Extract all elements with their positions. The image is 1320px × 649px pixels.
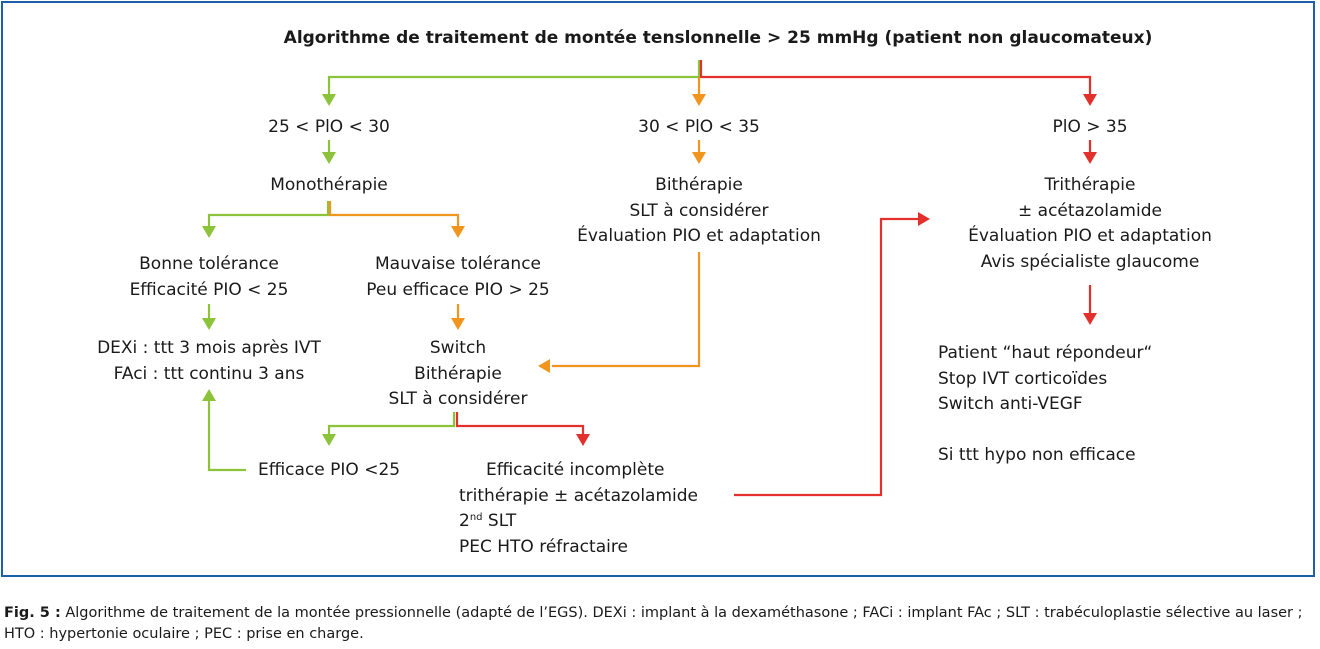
second-slt-suffix: nd — [469, 512, 483, 523]
arrow-head — [918, 212, 930, 226]
mauvaise-tolerance-line: Peu efficace PIO > 25 — [366, 279, 550, 300]
mauvaise-tolerance-node — [366, 252, 549, 303]
second-slt-line — [459, 509, 698, 535]
arrow-head — [1083, 94, 1097, 106]
diagram-title: Algorithme de traitement de montée tenslonnelle > 25 mmHg (patient non glaucomateux) — [283, 28, 1153, 48]
haut-repondeur-line: Stop IVT corticoïdes — [938, 368, 1108, 389]
arrow-head — [322, 434, 336, 446]
branch-over-35: PlO > 35 — [1052, 117, 1128, 137]
caption-label: Fig. 5 : — [4, 605, 61, 621]
arrow-head — [202, 226, 216, 238]
switch-node — [389, 336, 528, 413]
haut-repondeur-line: Switch anti-VEGF — [938, 394, 1083, 414]
bitherapie-line: Évaluation PIO et adaptation — [577, 226, 821, 246]
bitherapie-node — [577, 173, 821, 250]
bonne-tolerance-line: Bonne tolérance — [139, 254, 279, 274]
connector-bitherapie-to-switch — [552, 252, 699, 366]
arrow-head — [451, 318, 465, 330]
haut-repondeur-line: Patient “haut répondeur“ — [938, 343, 1153, 363]
arrow-head — [576, 434, 590, 446]
haut-repondeur-node — [938, 341, 1152, 418]
connector-to-mauvaise-tolerance — [330, 201, 458, 228]
arrow-head — [451, 226, 465, 238]
tritherapie-line: Évaluation PIO et adaptation — [968, 226, 1212, 246]
incomplete-line: PEC HTO réfractaire — [459, 536, 628, 557]
switch-line: Bithérapie — [414, 363, 502, 384]
bonne-tolerance-line: Efficacité PIO < 25 — [129, 279, 289, 300]
incomplete-line: trithérapie ± acétazolamide — [459, 485, 699, 506]
tritherapie-node — [968, 173, 1212, 275]
arrow-head — [1083, 152, 1097, 164]
connector-to-branch-left — [329, 60, 699, 96]
arrow-head — [692, 152, 706, 164]
connector-to-efficace — [329, 412, 454, 436]
arrow-head — [692, 94, 706, 106]
incomplete-line: Efficacité incomplète — [486, 460, 665, 480]
dexi-line: DEXi : ttt 3 mois après IVT — [97, 338, 321, 358]
monotherapie-node: Monothérapie — [270, 175, 388, 195]
tritherapie-line: ± acétazolamide — [1018, 200, 1162, 221]
arrow-head — [322, 94, 336, 106]
efficacite-incomplete-node — [459, 458, 698, 560]
connector-to-incomplete — [457, 412, 583, 436]
faci-line: FAci : ttt continu 3 ans — [113, 363, 305, 384]
si-ttt-node: Si ttt hypo non efficace — [938, 445, 1136, 465]
tritherapie-line: Trithérapie — [1044, 175, 1136, 195]
connector-incomplete-to-tritherapie — [734, 219, 918, 495]
switch-line: Switch — [429, 338, 487, 358]
branch-25-30: 25 < PlO < 30 — [268, 117, 390, 137]
connector-to-branch-right — [701, 60, 1090, 96]
connector-efficace-to-dexi — [209, 400, 246, 470]
figure-caption — [4, 603, 1320, 645]
bonne-tolerance-node — [130, 252, 289, 303]
caption-text: Algorithme de traitement de la montée pressionnelle (adapté de l’EGS). DEXi : implant à la dexaméthasone ; FACi : implant FAc ; SLT : trabéculoplastie sélective au laser ; HTO : hypertonie oculaire ; PEC : prise en charge. — [4, 605, 1303, 642]
arrow-head — [1083, 313, 1097, 325]
bitherapie-line: SLT à considérer — [629, 200, 769, 221]
branch-30-35: 30 < PlO < 35 — [638, 117, 760, 137]
arrow-head — [202, 318, 216, 330]
tritherapie-line: Avis spécialiste glaucome — [980, 251, 1200, 272]
connector-to-bonne-tolerance — [209, 201, 328, 228]
mauvaise-tolerance-line: Mauvaise tolérance — [374, 254, 542, 274]
arrow-head — [202, 389, 216, 401]
efficace-node: Efficace PIO <25 — [258, 460, 401, 480]
arrow-head — [322, 152, 336, 164]
arrow-head — [538, 359, 550, 373]
bitherapie-line: Bithérapie — [655, 175, 743, 195]
switch-line: SLT à considérer — [388, 389, 528, 409]
dexi-faci-node — [97, 336, 321, 387]
second-slt-number: 2 — [459, 511, 470, 531]
second-slt-text: SLT — [482, 511, 517, 531]
